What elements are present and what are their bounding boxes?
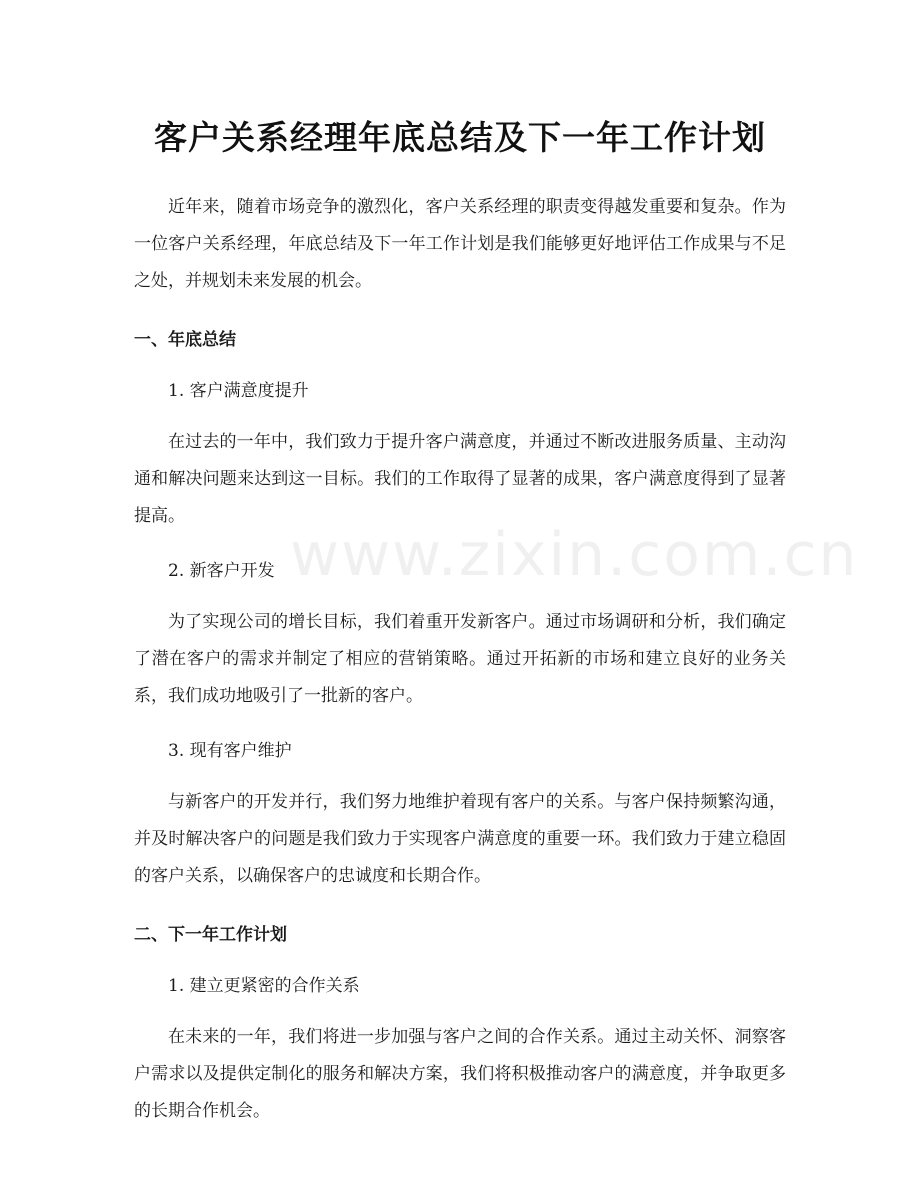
intro-paragraph: 近年来，随着市场竞争的激烈化，客户关系经理的职责变得越发重要和复杂。作为一位客户关系经理，年底总结及下一年工作计划是我们能够更好地评估工作成果与不足之处，并规划未来发展的机会。 xyxy=(134,197,786,291)
watermark-text: www.zixin.com.cn xyxy=(290,520,859,590)
paragraph-new-clients: 为了实现公司的增长目标，我们着重开发新客户。通过市场调研和分析，我们确定了潜在客户的需求并制定了相应的营销策略。通过开拓新的市场和建立良好的业务关系，我们成功地吸引了一批新的客户。 xyxy=(134,612,786,706)
paragraph-satisfaction: 在过去的一年中，我们致力于提升客户满意度，并通过不断改进服务质量、主动沟通和解决问题来达到这一目标。我们的工作取得了显著的成果，客户满意度得到了显著提高。 xyxy=(134,432,786,526)
section-heading-plan: 二、下一年工作计划 xyxy=(134,925,287,945)
section-heading-summary: 一、年底总结 xyxy=(134,330,236,350)
paragraph-cooperation: 在未来的一年，我们将进一步加强与客户之间的合作关系。通过主动关怀、洞察客户需求以及提供定制化的服务和解决方案，我们将积极推动客户的满意度，并争取更多的长期合作机会。 xyxy=(134,1027,786,1121)
subheading-satisfaction: 1. 客户满意度提升 xyxy=(168,381,309,401)
subheading-existing-clients: 3. 现有客户维护 xyxy=(168,741,292,761)
subheading-cooperation: 1. 建立更紧密的合作关系 xyxy=(168,976,360,996)
paragraph-existing-clients: 与新客户的开发并行，我们努力地维护着现有客户的关系。与客户保持频繁沟通，并及时解决客户的问题是我们致力于实现客户满意度的重要一环。我们致力于建立稳固的客户关系，以确保客户的忠诚度和长期合作。 xyxy=(134,792,786,886)
document-title: 客户关系经理年底总结及下一年工作计划 xyxy=(154,118,766,157)
subheading-new-clients: 2. 新客户开发 xyxy=(168,561,275,581)
